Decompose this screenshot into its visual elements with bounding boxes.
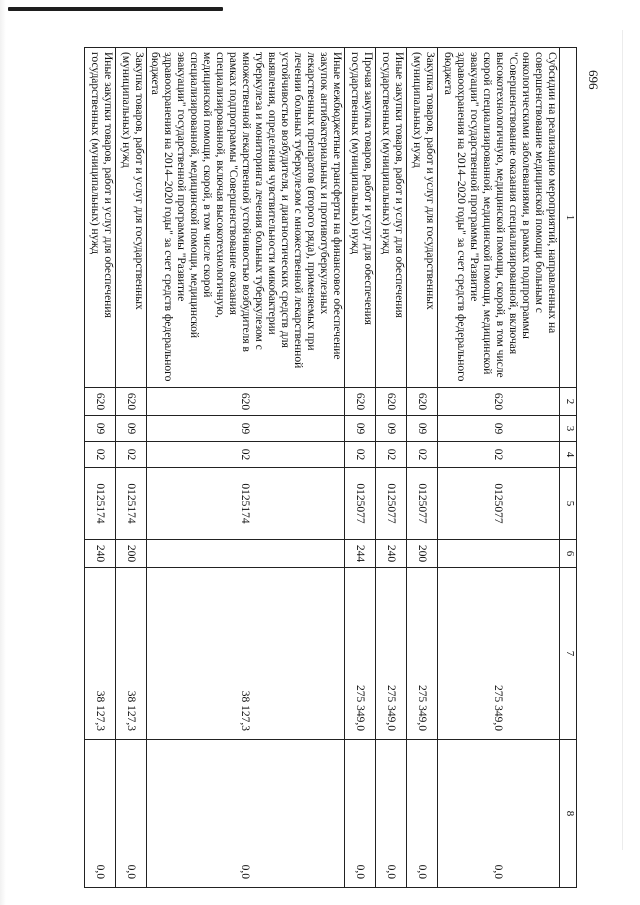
header-col-2: 2 <box>560 388 577 416</box>
scan-shadow-left <box>0 0 6 905</box>
cell-admin-code: 620 <box>85 388 116 416</box>
table-row <box>147 48 345 888</box>
cell-amount: 38 127,3 <box>116 568 147 740</box>
cell-amount-2: 0,0 <box>407 740 438 888</box>
cell-admin-code: 620 <box>407 388 438 416</box>
header-col-6: 6 <box>560 540 577 568</box>
cell-subsection: 02 <box>147 442 345 468</box>
table-row <box>376 48 407 888</box>
table-row <box>116 48 147 888</box>
header-col-5: 5 <box>560 468 577 540</box>
row-description: Закупка товаров, работ и услуг для государственных (муниципальных) нужд <box>116 48 147 388</box>
cell-amount: 38 127,3 <box>85 568 116 740</box>
cell-subsection: 02 <box>438 442 560 468</box>
cell-target-article: 0125077 <box>438 468 560 540</box>
cell-expense-type <box>438 540 560 568</box>
row-description: Иные закупки товаров, работ и услуг для обеспечения государственных (муниципальных) нужд <box>85 48 116 388</box>
table-row <box>345 48 376 888</box>
header-row <box>560 48 577 888</box>
cell-target-article: 0125077 <box>407 468 438 540</box>
cell-admin-code: 620 <box>376 388 407 416</box>
cell-amount: 275 349,0 <box>345 568 376 740</box>
scan-shadow-right <box>622 30 623 850</box>
cell-expense-type: 240 <box>376 540 407 568</box>
cell-admin-code: 620 <box>438 388 560 416</box>
cell-subsection: 02 <box>116 442 147 468</box>
cell-section: 09 <box>345 416 376 442</box>
row-description: Иные закупки товаров, работ и услуг для обеспечения государственных (муниципальных) нужд <box>376 48 407 388</box>
cell-amount-2: 0,0 <box>116 740 147 888</box>
cell-expense-type: 200 <box>116 540 147 568</box>
cell-amount: 275 349,0 <box>438 568 560 740</box>
cell-target-article: 0125174 <box>116 468 147 540</box>
cell-amount-2: 0,0 <box>438 740 560 888</box>
cell-amount: 275 349,0 <box>376 568 407 740</box>
cell-amount: 38 127,3 <box>147 568 345 740</box>
header-col-8: 8 <box>560 740 577 888</box>
cell-subsection: 02 <box>85 442 116 468</box>
row-description: Субсидии на реализацию мероприятий, направленных на совершенствование медицинской помощи больным с онкологическими заболеваниями, в рамках подпрограммы "Совершенствование оказания специализированной, включая высокотехнологичную, медицинской помощи, скорой, в том числе скорой специализированной, медицинской помощи, медицинской эвакуации" государственной программы "Развитие здравоохранения на 2014–2020 годы" за счет средств федерального бюджета <box>438 48 560 388</box>
budget-table <box>84 47 577 888</box>
cell-admin-code: 620 <box>147 388 345 416</box>
cell-target-article: 0125077 <box>376 468 407 540</box>
cell-subsection: 02 <box>345 442 376 468</box>
cell-section: 09 <box>85 416 116 442</box>
header-col-1: 1 <box>560 48 577 388</box>
budget-table-container <box>89 47 577 887</box>
header-col-3: 3 <box>560 416 577 442</box>
cell-target-article: 0125174 <box>85 468 116 540</box>
cell-admin-code: 620 <box>116 388 147 416</box>
cell-expense-type: 240 <box>85 540 116 568</box>
header-col-4: 4 <box>560 442 577 468</box>
cell-section: 09 <box>438 416 560 442</box>
row-description: Прочая закупка товаров, работ и услуг для обеспечения государственных (муниципальных) нужд <box>345 48 376 388</box>
page-number: 696 <box>586 70 601 90</box>
cell-section: 09 <box>116 416 147 442</box>
cell-amount-2: 0,0 <box>85 740 116 888</box>
scan-edge-mark <box>8 7 223 11</box>
cell-section: 09 <box>147 416 345 442</box>
table-row <box>438 48 560 888</box>
cell-expense-type: 200 <box>407 540 438 568</box>
cell-subsection: 02 <box>376 442 407 468</box>
row-description: Иные межбюджетные трансферты на финансовое обеспечение закупок антибактериальных и противотуберкулезных лекарственных препаратов (второго ряда), применяемых при лечении больных туберкулезом с множественной лекарственной устойчивостью возбудителя, и диагностических средств для выявления, определения чувствительности микобактерии туберкулеза и мониторинга лечения больных туберкулезом с множественной лекарственной устойчивостью возбудителя в рамках подпрограммы "Совершенствование оказания специализированной, включая высокотехнологичную, медицинской помощи, скорой, в том числе скорой специализированной, медицинской помощи, медицинской эвакуации" государственной программы "Развитие здравоохранения на 2014–2020 годы" за счет средств федерального бюджета <box>147 48 345 388</box>
row-description: Закупка товаров, работ и услуг для государственных (муниципальных) нужд <box>407 48 438 388</box>
cell-admin-code: 620 <box>345 388 376 416</box>
header-col-7: 7 <box>560 568 577 740</box>
table-row <box>407 48 438 888</box>
cell-section: 09 <box>407 416 438 442</box>
cell-amount-2: 0,0 <box>376 740 407 888</box>
cell-expense-type: 244 <box>345 540 376 568</box>
cell-target-article: 0125077 <box>345 468 376 540</box>
cell-subsection: 02 <box>407 442 438 468</box>
cell-target-article: 0125174 <box>147 468 345 540</box>
table-row <box>85 48 116 888</box>
cell-amount-2: 0,0 <box>147 740 345 888</box>
cell-amount-2: 0,0 <box>345 740 376 888</box>
cell-expense-type <box>147 540 345 568</box>
cell-amount: 275 349,0 <box>407 568 438 740</box>
cell-section: 09 <box>376 416 407 442</box>
